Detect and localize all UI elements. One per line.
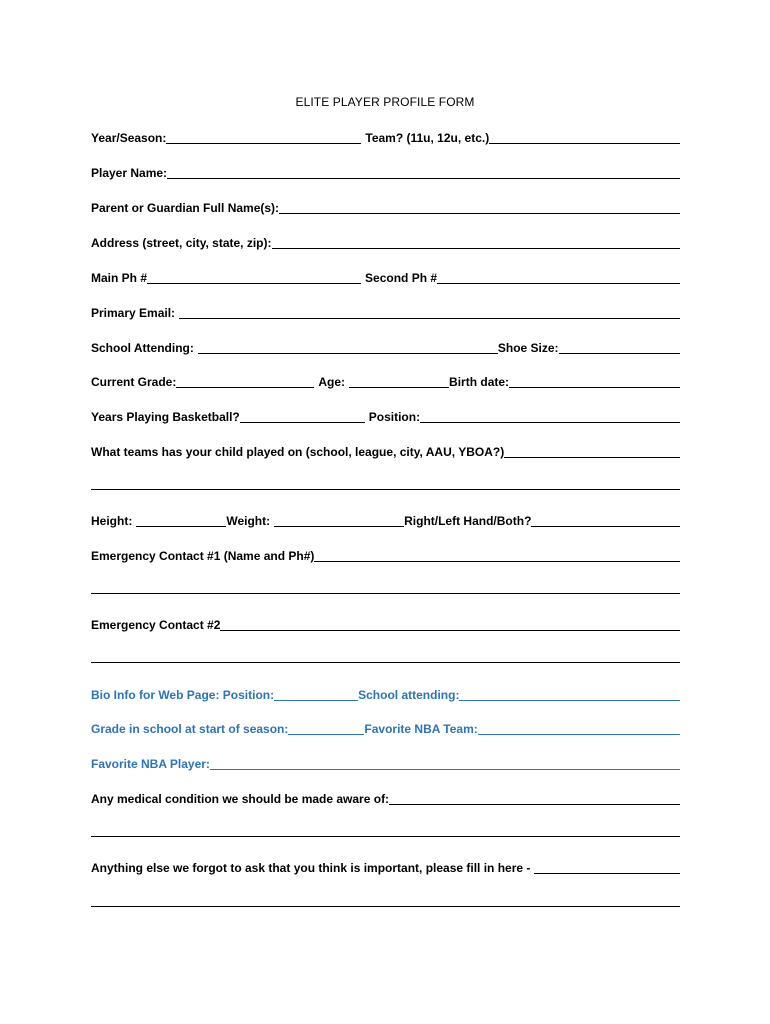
birth-date-label: Birth date: [449, 375, 510, 389]
hand-field[interactable] [531, 525, 680, 527]
emergency2-row [91, 614, 680, 634]
shoe-size-label: Shoe Size: [497, 341, 559, 355]
address-row [91, 232, 680, 252]
teams-played-field[interactable] [504, 456, 680, 458]
second-phone-label: Second Ph # [365, 271, 438, 285]
email-row [91, 302, 680, 322]
current-grade-field[interactable] [176, 386, 314, 388]
bio-grade-field[interactable] [288, 733, 364, 735]
main-phone-field[interactable] [147, 282, 361, 284]
year-season-field[interactable] [166, 142, 361, 144]
email-label: Primary Email: [91, 306, 176, 320]
anything-else-row [91, 857, 680, 877]
main-phone-label: Main Ph # [91, 271, 148, 285]
school-label: School Attending: [91, 341, 194, 355]
player-name-field[interactable] [167, 177, 680, 179]
guardian-field[interactable] [279, 212, 680, 214]
weight-label: Weight: [226, 514, 271, 528]
teams-played-row [91, 441, 680, 461]
emergency2-label: Emergency Contact #2 [91, 618, 221, 632]
years-playing-label: Years Playing Basketball? [91, 410, 240, 424]
anything-else-label: Anything else we forgot to ask that you think is important, please fill in here - [91, 861, 531, 875]
bio-position-field[interactable] [274, 699, 358, 701]
emergency2-field[interactable] [220, 629, 680, 631]
emergency1-label: Emergency Contact #1 (Name and Ph#) [91, 549, 315, 563]
grade-row [91, 371, 680, 391]
emergency1-row [91, 545, 680, 565]
anything-else-field[interactable] [534, 872, 680, 874]
year-season-label: Year/Season: [91, 131, 167, 145]
height-label: Height: [91, 514, 133, 528]
player-name-row [91, 162, 680, 182]
bio-nba-player-label: Favorite NBA Player: [91, 757, 210, 771]
height-field[interactable] [136, 525, 226, 527]
shoe-size-field[interactable] [559, 352, 680, 354]
school-field[interactable] [198, 352, 498, 354]
address-field[interactable] [272, 247, 681, 249]
bio-nba-team-field[interactable] [478, 733, 680, 735]
bio-position-label: Bio Info for Web Page: Position: [91, 688, 275, 702]
age-label: Age: [318, 375, 346, 389]
bio-position-row [91, 684, 680, 704]
bio-nba-player-field[interactable] [210, 768, 680, 770]
player-name-label: Player Name: [91, 166, 168, 180]
second-phone-field[interactable] [437, 282, 680, 284]
team-label: Team? (11u, 12u, etc.) [365, 131, 490, 145]
teams-played-extra-line[interactable] [91, 489, 680, 490]
weight-field[interactable] [274, 525, 404, 527]
emergency1-extra-line[interactable] [91, 593, 680, 594]
phone-row [91, 267, 680, 287]
bio-grade-label: Grade in school at start of season: [91, 722, 289, 736]
birth-date-field[interactable] [509, 386, 680, 388]
medical-row [91, 788, 680, 808]
school-row [91, 337, 680, 357]
teams-played-label: What teams has your child played on (school, league, city, AAU, YBOA?) [91, 445, 505, 459]
medical-extra-line[interactable] [91, 836, 680, 837]
bio-nba-player-row [91, 753, 680, 773]
emergency2-extra-line[interactable] [91, 662, 680, 663]
guardian-label: Parent or Guardian Full Name(s): [91, 201, 280, 215]
position-field[interactable] [420, 421, 680, 423]
years-playing-field[interactable] [240, 421, 365, 423]
bio-school-label: School attending: [358, 688, 460, 702]
anything-else-extra-line[interactable] [91, 906, 680, 907]
age-field[interactable] [349, 386, 449, 388]
medical-label: Any medical condition we should be made aware of: [91, 792, 390, 806]
current-grade-label: Current Grade: [91, 375, 177, 389]
address-label: Address (street, city, state, zip): [91, 236, 272, 250]
year-season-row [91, 127, 680, 147]
position-label: Position: [368, 410, 421, 424]
team-field[interactable] [489, 142, 680, 144]
body-stats-row [91, 510, 680, 530]
form-title: ELITE PLAYER PROFILE FORM [295, 95, 475, 109]
hand-label: Right/Left Hand/Both? [404, 514, 532, 528]
years-playing-row [91, 406, 680, 426]
email-field[interactable] [179, 317, 680, 319]
medical-field[interactable] [389, 803, 680, 805]
guardian-row [91, 197, 680, 217]
bio-grade-row [91, 718, 680, 738]
emergency1-field[interactable] [314, 560, 680, 562]
bio-nba-team-label: Favorite NBA Team: [364, 722, 478, 736]
bio-school-field[interactable] [459, 699, 680, 701]
